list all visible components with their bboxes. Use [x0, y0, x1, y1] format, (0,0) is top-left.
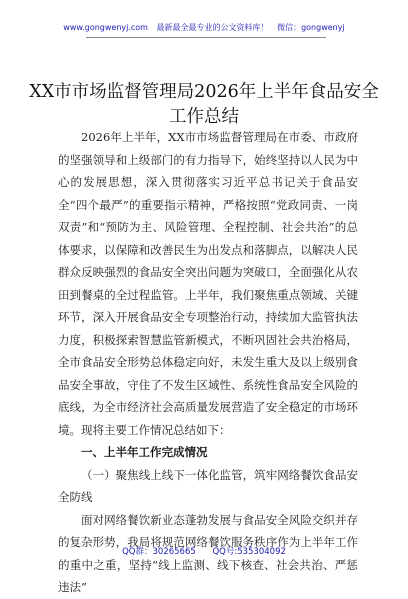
intro-paragraph: 2026年上半年，XX市市场监督管理局在市委、市政府的坚强领导和上级部门的有力指导下，始终坚持以人民为中心的发展思想，深入贯彻落实习近平总书记关于食品安全“四个最严”的重要指示精神，严格按照“党政同责、一岗双责”和“预防为主、风险管理、全程控制、社会共治”的总体要求，以保障和改善民生为出发点和落脚点，以解决人民群众反映强烈的食品安全突出问题为突破口，全面强化从农田到餐桌的全过程监管。上半年，我们聚焦重点领域、关键环节，深入开展食品安全专项整治行动，持续加大监管执法力度，积极探索智慧监管新模式，不断巩固社会共治格局，全市食品安全形势总体稳定向好，未发生重大及以上级别食品安全事故，守住了不发生区域性、系统性食品安全风险的底线，为全市经济社会高质量发展营造了安全稳定的市场环境。现将主要工作情况总结如下：: [58, 130, 358, 437]
section-heading: 一、上半年工作完成情况: [81, 445, 208, 459]
document-body: [58, 126, 358, 599]
title-line-2: 工作总结: [169, 107, 239, 127]
site-url-link[interactable]: www.gongwenyj.com: [63, 23, 148, 32]
header-divider: [86, 37, 326, 38]
title-line-1: XX市市场监督管理局2026年上半年食品安全: [29, 82, 379, 102]
subsection-heading: （一）聚焦线上线下一体化监管，筑牢网络餐饮食品安全防线: [58, 467, 358, 504]
document-title: [0, 80, 408, 130]
body-paragraph: 面对网络餐饮新业态蓬勃发展与食品安全风险交织并存的复杂形势，我局将规范网络餐饮服务秩序作为上半年工作的重中之重，坚持“线上监测、线下核查、社会共治、严惩违法”: [58, 512, 358, 594]
qq-group: QQ群：30265665: [122, 547, 196, 557]
wechat-id: 微信：gongwenyj: [277, 23, 345, 32]
site-header: [0, 22, 408, 33]
site-footer: [0, 545, 408, 557]
qq-number: QQ号:535304092: [212, 547, 286, 557]
site-slogan: 最新最全最专业的公文资料库！: [156, 23, 269, 32]
